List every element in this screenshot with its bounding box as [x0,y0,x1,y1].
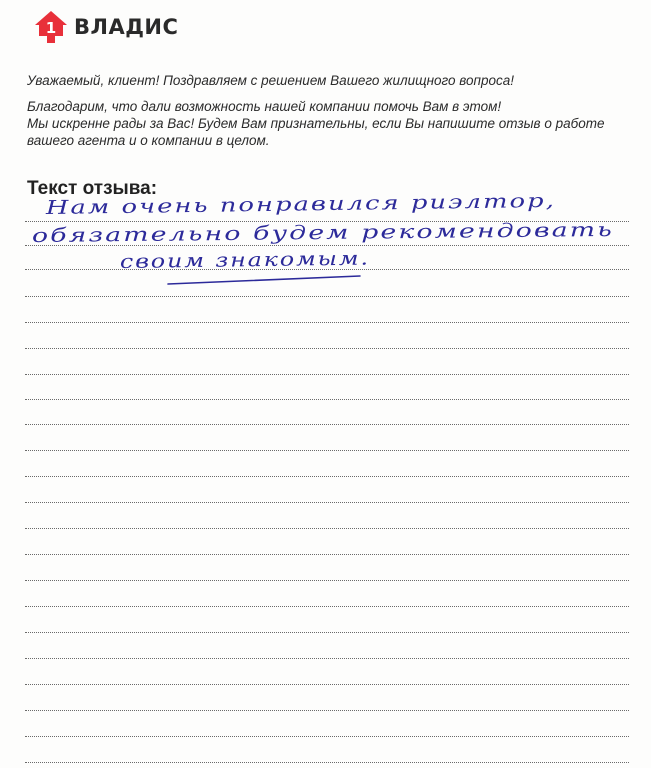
brand-name: ВЛАДИС [74,15,179,39]
ruled-line [25,322,629,323]
ruled-line [25,476,629,477]
thanks-line-1: Благодарим, что дали возможность нашей компании помочь Вам в этом! [27,99,502,114]
ruled-line [25,424,629,425]
ruled-line [25,632,629,633]
ruled-line [25,710,629,711]
handwritten-line-1: Нам очень понравился риэлтор, [45,191,422,219]
ruled-line [25,450,629,451]
ruled-lines [25,0,629,768]
ruled-line [25,736,629,737]
ruled-line [25,399,629,400]
thanks-line-3: вашего агента и о компании в целом. [27,133,270,148]
ruled-line [25,269,629,270]
ruled-line [25,245,629,246]
ruled-line [25,502,629,503]
greeting-text: Уважаемый, клиент! Поздравляем с решением Вашего жилищного вопроса! [27,73,514,88]
ruled-line [25,374,629,375]
handwritten-line-2: обязательно будем рекомендовать [31,220,446,247]
thanks-line-2: Мы искренне рады за Вас! Будем Вам признательны, если Вы напишите отзыв о работе [27,116,605,131]
ruled-line [25,658,629,659]
review-label: Текст отзыва: [27,178,158,199]
ruled-line [25,348,629,349]
ruled-line [25,684,629,685]
logo-digit: 1 [45,19,57,37]
ruled-line [25,762,629,763]
handwritten-line-3: своим знакомым. [119,248,320,273]
ruled-line [25,528,629,529]
ruled-line [25,554,629,555]
ruled-line [25,221,629,222]
ruled-line [25,580,629,581]
ruled-line [25,606,629,607]
ruled-line [25,296,629,297]
